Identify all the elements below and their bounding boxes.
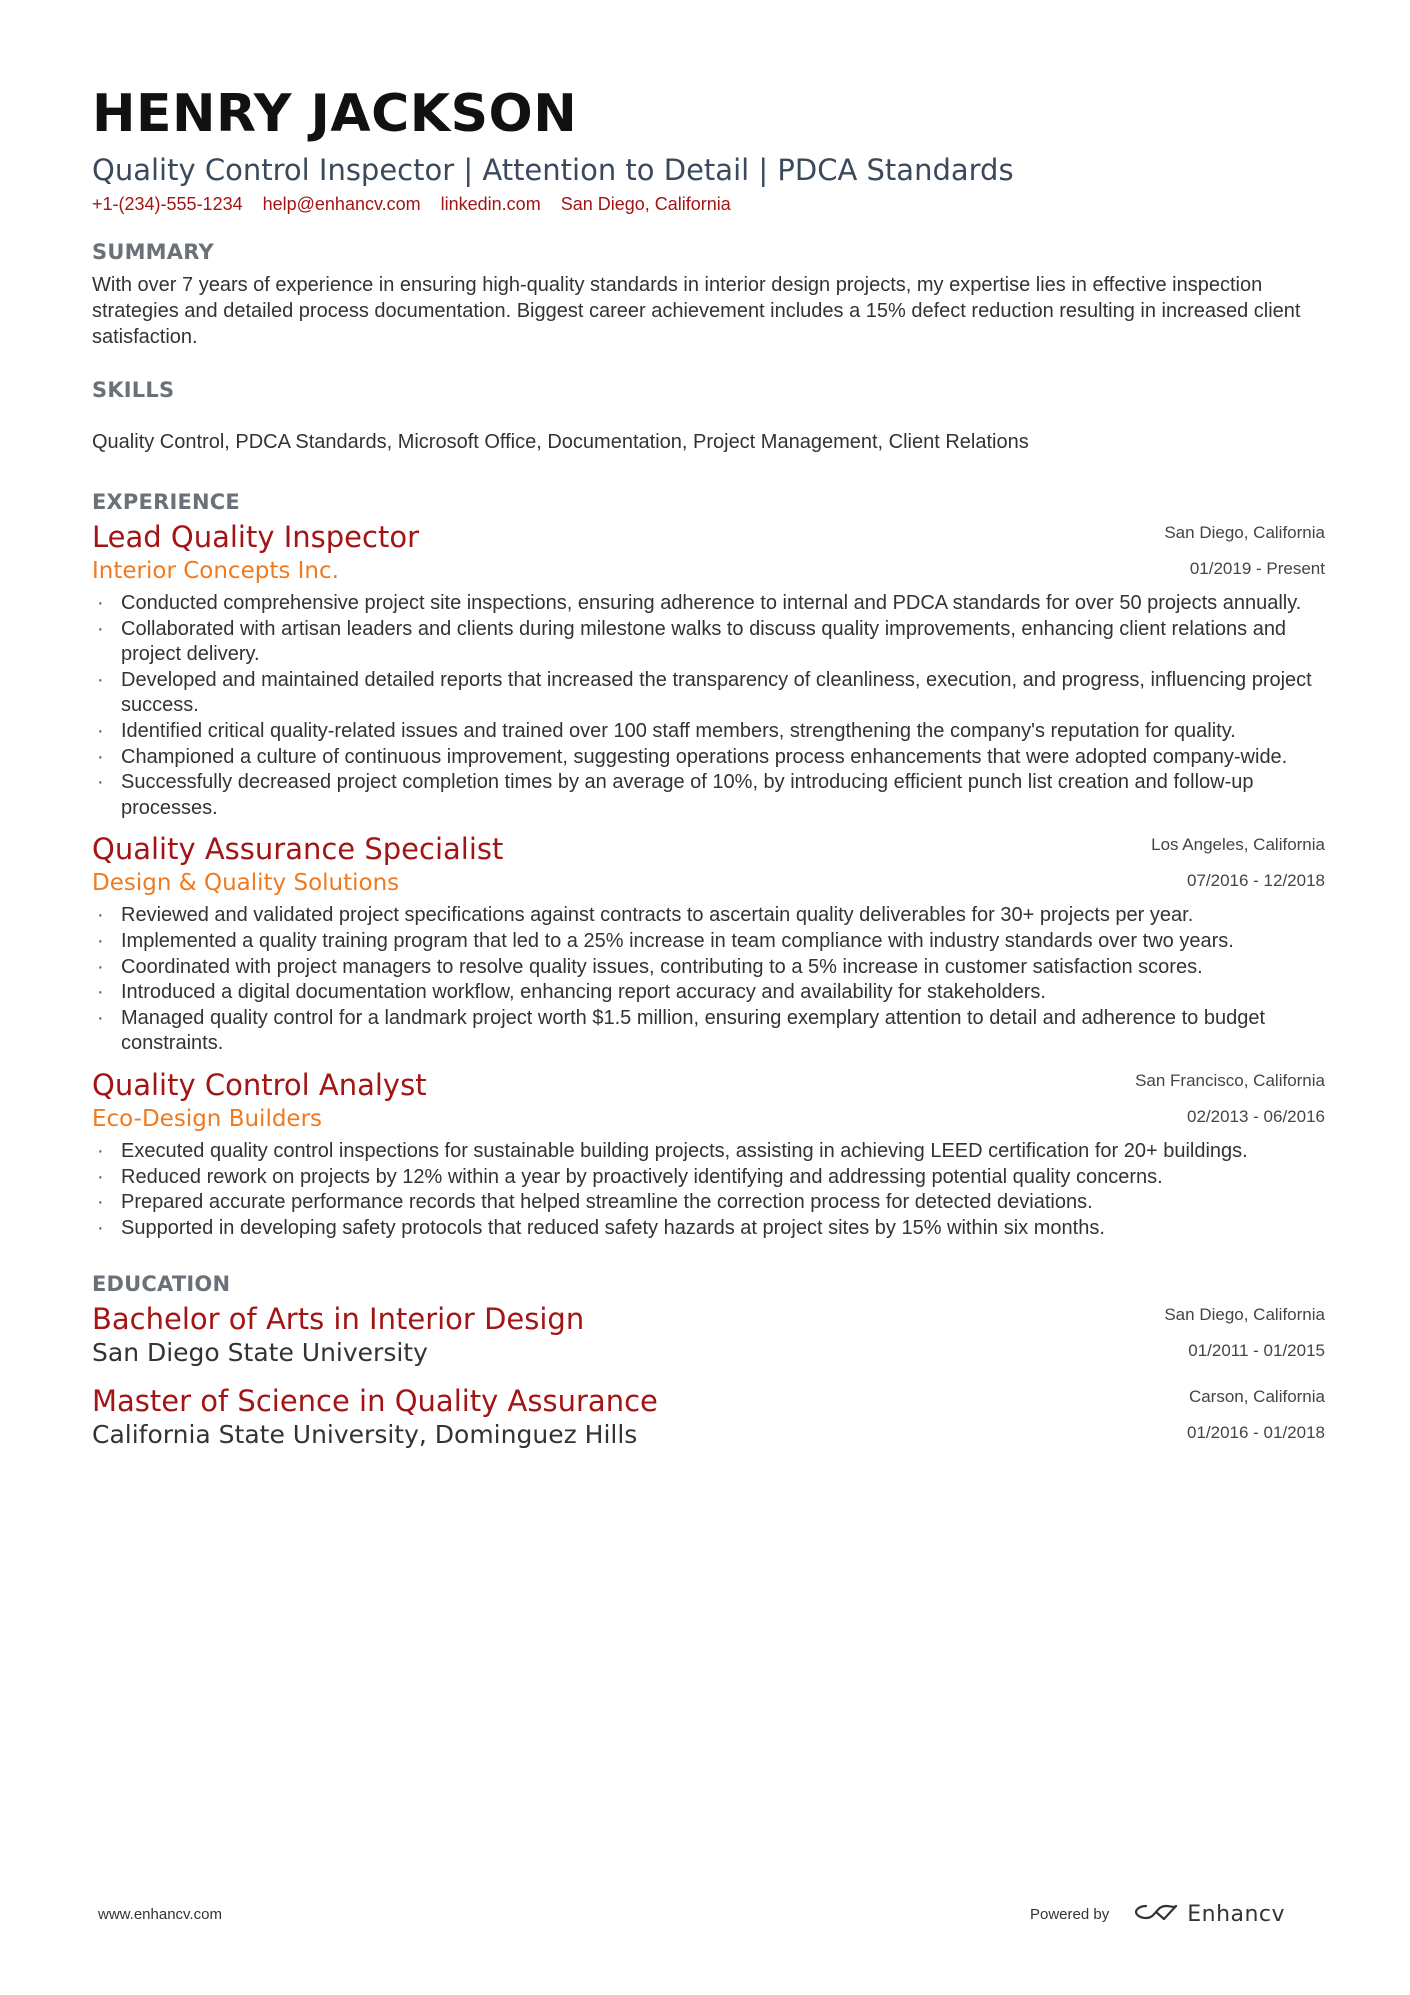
company-name: Eco-Design Builders xyxy=(92,1105,323,1132)
education-location: Carson, California xyxy=(1188,1387,1325,1407)
brand-name: Enhancv xyxy=(1187,1902,1286,1927)
skills-title: SKILLS xyxy=(92,378,175,402)
summary-title: SUMMARY xyxy=(92,240,214,264)
experience-title: EXPERIENCE xyxy=(92,490,240,514)
education-location: San Diego, California xyxy=(1164,1305,1325,1325)
bullet-item: · Managed quality control for a landmark project worth $1.5 million, ensuring exemplary attention to detail and adherence to budget constraints. xyxy=(92,1006,1325,1057)
job-bullets xyxy=(92,903,1325,1057)
candidate-name: HENRY JACKSON xyxy=(92,84,578,144)
resume-header xyxy=(92,78,1325,216)
entry-meta xyxy=(1164,1301,1325,1361)
summary-text: With over 7 years of experience in ensuring high-quality standards in interior design projects, my expertise lies in effective inspection strategies and detailed process documentation. Biggest career achievement includes a 15% defect reduction resulting in increased client satisfaction. xyxy=(92,274,1301,348)
bullet-item: · Coordinated with project managers to resolve quality issues, contributing to a 5% increase in customer satisfaction scores. xyxy=(92,955,1325,981)
education-entry xyxy=(92,1383,1325,1451)
job-title: Quality Assurance Specialist xyxy=(92,832,504,867)
bullet-item: · Developed and maintained detailed reports that increased the transparency of cleanliness, execution, and progress, influencing project success. xyxy=(92,668,1325,719)
summary-section xyxy=(92,237,1325,350)
resume-content xyxy=(92,78,1325,1451)
candidate-headline: Quality Control Inspector | Attention to Detail | PDCA Standards xyxy=(92,153,1014,187)
entry-meta xyxy=(1135,1067,1325,1127)
bullet-item: · Reduced rework on projects by 12% within a year by proactively identifying and addressing potential quality concerns. xyxy=(92,1165,1325,1191)
education-dates: 01/2016 - 01/2018 xyxy=(1186,1423,1325,1443)
powered-by-label: Powered by xyxy=(1030,1906,1110,1923)
contact-info xyxy=(92,192,1325,216)
education-section xyxy=(92,1269,1325,1451)
job-dates: 02/2013 - 06/2016 xyxy=(1186,1106,1325,1126)
entry-left xyxy=(92,1301,584,1369)
bullet-item: · Prepared accurate performance records that helped streamline the correction process for detected deviations. xyxy=(92,1190,1325,1216)
degree-title: Master of Science in Quality Assurance xyxy=(92,1384,658,1419)
bullet-item: · Reviewed and validated project specifications against contracts to ascertain quality deliverables for 30+ projects per year. xyxy=(92,903,1325,929)
degree-title: Bachelor of Arts in Interior Design xyxy=(92,1302,585,1337)
job-dates: 07/2016 - 12/2018 xyxy=(1186,871,1325,891)
bullet-item: · Executed quality control inspections for sustainable building projects, assisting in achieving LEED certification for 20+ buildings. xyxy=(92,1139,1325,1165)
entry-header xyxy=(92,1383,1325,1451)
bullet-item: · Successfully decreased project completion times by an average of 10%, by introducing efficient punch list creation and follow-up processes. xyxy=(92,770,1325,821)
entry-meta xyxy=(1187,1383,1325,1443)
footer-branding xyxy=(1030,1900,1285,1929)
bullet-item: · Conducted comprehensive project site inspections, ensuring adherence to internal and PDCA standards for over 50 projects annually. xyxy=(92,591,1325,617)
entry-header xyxy=(92,519,1325,587)
contact-location: San Diego, California xyxy=(560,194,731,214)
entry-header xyxy=(92,1067,1325,1135)
job-location: San Francisco, California xyxy=(1135,1070,1325,1090)
bullet-item: · Identified critical quality-related issues and trained over 100 staff members, strengthening the company's reputation for quality. xyxy=(92,719,1325,745)
job-title: Quality Control Analyst xyxy=(92,1067,427,1102)
job-location: Los Angeles, California xyxy=(1151,835,1325,855)
bullet-item: · Championed a culture of continuous improvement, suggesting operations process enhancements that were adopted company-wide. xyxy=(92,745,1325,771)
entry-header xyxy=(92,1301,1325,1369)
entry-header xyxy=(92,831,1325,899)
company-name: Design & Quality Solutions xyxy=(92,870,400,897)
experience-section xyxy=(92,487,1325,1241)
company-name: Interior Concepts Inc. xyxy=(92,558,339,584)
school-name: California State University, Dominguez Hills xyxy=(92,1420,638,1450)
contact-linkedin[interactable]: linkedin.com xyxy=(440,194,541,214)
job-bullets xyxy=(92,1139,1325,1241)
education-title: EDUCATION xyxy=(92,1272,231,1297)
enhancv-logo-icon xyxy=(1133,1900,1179,1929)
entry-meta xyxy=(1151,831,1325,891)
education-entry xyxy=(92,1301,1325,1369)
experience-entry xyxy=(92,1067,1325,1241)
enhancv-brand[interactable] xyxy=(1133,1900,1285,1929)
school-name: San Diego State University xyxy=(92,1338,428,1368)
contact-email[interactable]: help@enhancv.com xyxy=(262,194,421,214)
skills-text: Quality Control, PDCA Standards, Microsoft Office, Documentation, Project Management, Client Relations xyxy=(92,431,1029,453)
experience-entry xyxy=(92,831,1325,1057)
bullet-item: · Implemented a quality training program that led to a 25% increase in team compliance with industry standards over two years. xyxy=(92,929,1325,955)
bullet-item: · Supported in developing safety protocols that reduced safety hazards at project sites by 15% within six months. xyxy=(92,1216,1325,1242)
job-title: Lead Quality Inspector xyxy=(92,520,420,554)
bullet-item: · Collaborated with artisan leaders and clients during milestone walks to discuss quality improvements, enhancing client relations and project delivery. xyxy=(92,617,1325,668)
bullet-item: · Introduced a digital documentation workflow, enhancing report accuracy and availability for stakeholders. xyxy=(92,980,1325,1006)
entry-meta xyxy=(1164,519,1325,579)
job-location: San Diego, California xyxy=(1164,523,1325,542)
skills-section xyxy=(92,375,1325,455)
experience-entry xyxy=(92,519,1325,821)
education-dates: 01/2011 - 01/2015 xyxy=(1188,1341,1325,1361)
entry-left xyxy=(92,831,503,899)
entry-left xyxy=(92,1383,658,1451)
job-dates: 01/2019 - Present xyxy=(1189,559,1325,578)
entry-left xyxy=(92,1067,427,1135)
contact-phone[interactable]: +1-(234)-555-1234 xyxy=(92,194,243,214)
job-bullets xyxy=(92,591,1325,821)
footer-website[interactable]: www.enhancv.com xyxy=(98,1906,222,1923)
entry-left xyxy=(92,519,419,587)
